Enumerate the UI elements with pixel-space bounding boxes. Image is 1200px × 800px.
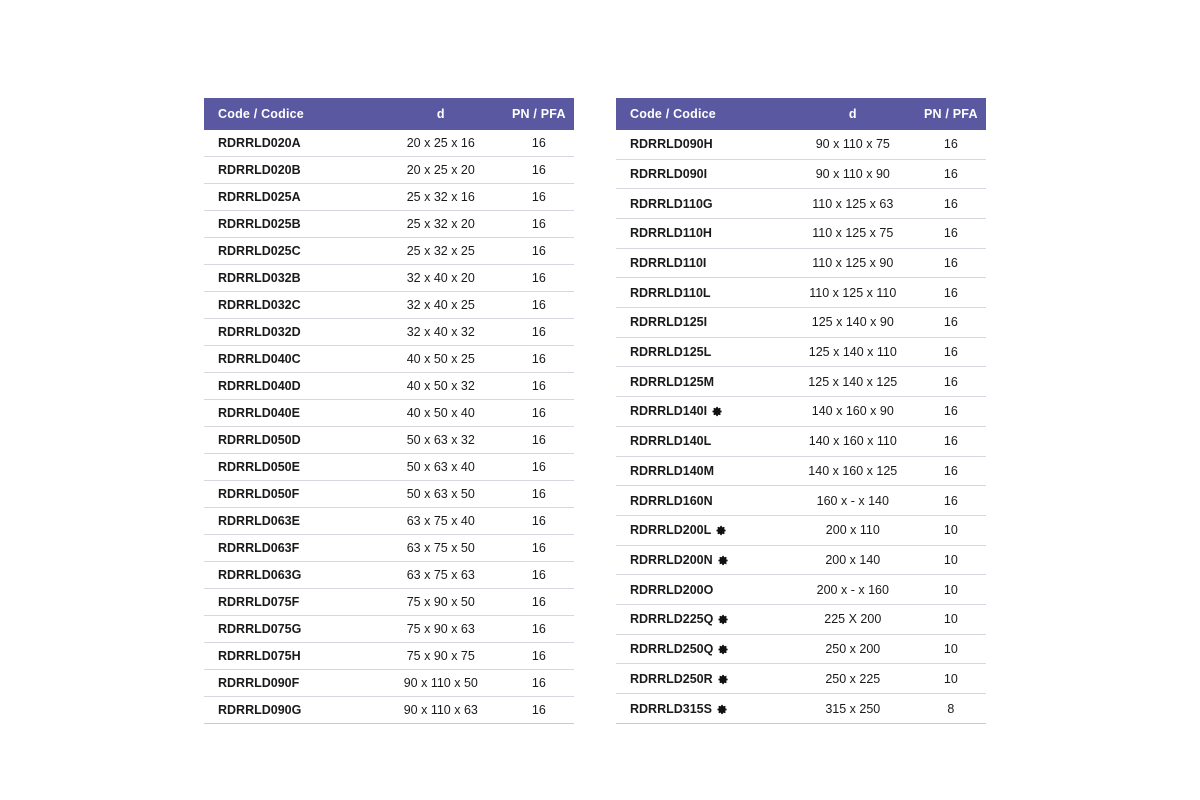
- cell-dimensions: 200 x 140: [790, 545, 916, 575]
- cell-dimensions: 110 x 125 x 110: [790, 278, 916, 308]
- cell-pn: 16: [504, 400, 574, 427]
- header-row: [204, 98, 574, 130]
- table-row: [204, 346, 574, 373]
- cell-dimensions: 75 x 90 x 75: [378, 643, 504, 670]
- cell-code: RDRRLD225Q: [616, 604, 790, 634]
- gear-icon: [718, 555, 729, 566]
- cell-dimensions: 140 x 160 x 125: [790, 456, 916, 486]
- table-row: [616, 308, 986, 338]
- table-row: [616, 426, 986, 456]
- cell-code: RDRRLD032D: [204, 319, 378, 346]
- cell-dimensions: 40 x 50 x 40: [378, 400, 504, 427]
- cell-code: RDRRLD090H: [616, 130, 790, 159]
- table-row: [616, 456, 986, 486]
- cell-code: RDRRLD050D: [204, 427, 378, 454]
- cell-pn: 16: [916, 426, 986, 456]
- cell-code: RDRRLD090I: [616, 159, 790, 189]
- table-row: [616, 486, 986, 516]
- table-row: [616, 604, 986, 634]
- cell-code: RDRRLD250R: [616, 664, 790, 694]
- table-row: [204, 481, 574, 508]
- cell-code: RDRRLD025C: [204, 238, 378, 265]
- cell-dimensions: 110 x 125 x 63: [790, 189, 916, 219]
- cell-dimensions: 140 x 160 x 110: [790, 426, 916, 456]
- table-row: [204, 643, 574, 670]
- table-row: [204, 130, 574, 157]
- cell-dimensions: 25 x 32 x 25: [378, 238, 504, 265]
- gear-icon: [718, 674, 729, 685]
- cell-dimensions: 225 X 200: [790, 604, 916, 634]
- cell-pn: 10: [916, 515, 986, 545]
- gear-icon: [718, 614, 729, 625]
- spec-table-right: [616, 98, 986, 724]
- cell-dimensions: 40 x 50 x 32: [378, 373, 504, 400]
- cell-pn: 16: [916, 278, 986, 308]
- table-row: [204, 427, 574, 454]
- cell-code: RDRRLD020A: [204, 130, 378, 157]
- cell-pn: 16: [916, 456, 986, 486]
- table-row: [616, 159, 986, 189]
- cell-code: RDRRLD090F: [204, 670, 378, 697]
- cell-code: RDRRLD160N: [616, 486, 790, 516]
- cell-dimensions: 20 x 25 x 20: [378, 157, 504, 184]
- cell-pn: 16: [916, 337, 986, 367]
- cell-dimensions: 25 x 32 x 16: [378, 184, 504, 211]
- cell-pn: 16: [916, 219, 986, 249]
- cell-pn: 16: [504, 157, 574, 184]
- table-row: [204, 292, 574, 319]
- cell-pn: 16: [916, 159, 986, 189]
- cell-dimensions: 200 x 110: [790, 515, 916, 545]
- cell-pn: 16: [504, 616, 574, 643]
- cell-code: RDRRLD250Q: [616, 634, 790, 664]
- cell-dimensions: 50 x 63 x 40: [378, 454, 504, 481]
- cell-code: RDRRLD125M: [616, 367, 790, 397]
- table-row: [204, 319, 574, 346]
- cell-dimensions: 160 x - x 140: [790, 486, 916, 516]
- cell-dimensions: 63 x 75 x 63: [378, 562, 504, 589]
- table-row: [204, 211, 574, 238]
- table-row: [204, 400, 574, 427]
- cell-pn: 10: [916, 545, 986, 575]
- cell-dimensions: 90 x 110 x 75: [790, 130, 916, 159]
- cell-dimensions: 63 x 75 x 50: [378, 535, 504, 562]
- table-row: [616, 337, 986, 367]
- table-header-left: [204, 98, 574, 130]
- cell-dimensions: 90 x 110 x 63: [378, 697, 504, 724]
- cell-dimensions: 125 x 140 x 110: [790, 337, 916, 367]
- table-row: [616, 694, 986, 724]
- cell-code: RDRRLD140I: [616, 397, 790, 427]
- cell-code: RDRRLD125I: [616, 308, 790, 338]
- cell-pn: 16: [504, 319, 574, 346]
- table-row: [616, 248, 986, 278]
- cell-dimensions: 90 x 110 x 50: [378, 670, 504, 697]
- cell-code: RDRRLD050E: [204, 454, 378, 481]
- column-header-pn: PN / PFA: [916, 98, 986, 130]
- cell-pn: 16: [504, 238, 574, 265]
- cell-dimensions: 315 x 250: [790, 694, 916, 724]
- table-row: [204, 535, 574, 562]
- cell-pn: 16: [916, 397, 986, 427]
- gear-icon: [717, 704, 728, 715]
- cell-pn: 16: [504, 670, 574, 697]
- cell-pn: 16: [504, 265, 574, 292]
- cell-pn: 16: [504, 427, 574, 454]
- table-row: [204, 238, 574, 265]
- cell-pn: 16: [916, 367, 986, 397]
- cell-pn: 16: [504, 373, 574, 400]
- cell-dimensions: 75 x 90 x 63: [378, 616, 504, 643]
- spec-table-left: [204, 98, 574, 724]
- cell-code: RDRRLD075G: [204, 616, 378, 643]
- table-row: [616, 575, 986, 605]
- table-row: [616, 219, 986, 249]
- cell-pn: 10: [916, 664, 986, 694]
- cell-pn: 16: [504, 508, 574, 535]
- cell-pn: 16: [504, 562, 574, 589]
- table-row: [204, 616, 574, 643]
- cell-dimensions: 200 x - x 160: [790, 575, 916, 605]
- cell-pn: 16: [504, 589, 574, 616]
- cell-dimensions: 32 x 40 x 25: [378, 292, 504, 319]
- cell-code: RDRRLD025B: [204, 211, 378, 238]
- cell-code: RDRRLD075F: [204, 589, 378, 616]
- cell-code: RDRRLD020B: [204, 157, 378, 184]
- cell-code: RDRRLD200L: [616, 515, 790, 545]
- table-body-left: [204, 130, 574, 724]
- cell-pn: 10: [916, 634, 986, 664]
- cell-pn: 16: [916, 189, 986, 219]
- table-row: [204, 670, 574, 697]
- table-row: [204, 373, 574, 400]
- cell-code: RDRRLD140L: [616, 426, 790, 456]
- cell-pn: 16: [504, 184, 574, 211]
- table-row: [616, 545, 986, 575]
- column-header-code: Code / Codice: [616, 98, 790, 130]
- cell-dimensions: 32 x 40 x 32: [378, 319, 504, 346]
- cell-code: RDRRLD200O: [616, 575, 790, 605]
- cell-dimensions: 20 x 25 x 16: [378, 130, 504, 157]
- gear-icon: [718, 644, 729, 655]
- table-row: [204, 562, 574, 589]
- spec-tables-container: [0, 98, 1200, 724]
- cell-dimensions: 125 x 140 x 125: [790, 367, 916, 397]
- cell-code: RDRRLD110L: [616, 278, 790, 308]
- cell-code: RDRRLD075H: [204, 643, 378, 670]
- cell-code: RDRRLD315S: [616, 694, 790, 724]
- cell-code: RDRRLD050F: [204, 481, 378, 508]
- cell-dimensions: 90 x 110 x 90: [790, 159, 916, 189]
- table-row: [204, 697, 574, 724]
- header-row: [616, 98, 986, 130]
- cell-code: RDRRLD063G: [204, 562, 378, 589]
- cell-code: RDRRLD110G: [616, 189, 790, 219]
- table-row: [204, 454, 574, 481]
- table-row: [616, 367, 986, 397]
- cell-code: RDRRLD025A: [204, 184, 378, 211]
- cell-pn: 16: [504, 211, 574, 238]
- cell-dimensions: 110 x 125 x 90: [790, 248, 916, 278]
- cell-code: RDRRLD110I: [616, 248, 790, 278]
- table-row: [616, 278, 986, 308]
- cell-code: RDRRLD110H: [616, 219, 790, 249]
- cell-pn: 16: [504, 481, 574, 508]
- table-row: [616, 189, 986, 219]
- cell-pn: 16: [916, 248, 986, 278]
- cell-code: RDRRLD125L: [616, 337, 790, 367]
- cell-pn: 16: [916, 308, 986, 338]
- cell-dimensions: 110 x 125 x 75: [790, 219, 916, 249]
- cell-code: RDRRLD040D: [204, 373, 378, 400]
- cell-code: RDRRLD040C: [204, 346, 378, 373]
- cell-dimensions: 25 x 32 x 20: [378, 211, 504, 238]
- table-row: [616, 515, 986, 545]
- table-row: [204, 589, 574, 616]
- table-row: [616, 664, 986, 694]
- table-row: [616, 397, 986, 427]
- cell-pn: 10: [916, 575, 986, 605]
- cell-code: RDRRLD140M: [616, 456, 790, 486]
- cell-dimensions: 250 x 200: [790, 634, 916, 664]
- table-row: [616, 634, 986, 664]
- cell-pn: 16: [504, 643, 574, 670]
- column-header-d: d: [790, 98, 916, 130]
- cell-pn: 16: [504, 130, 574, 157]
- cell-pn: 16: [504, 535, 574, 562]
- gear-icon: [716, 525, 727, 536]
- table-row: [204, 184, 574, 211]
- table-row: [204, 157, 574, 184]
- cell-code: RDRRLD032B: [204, 265, 378, 292]
- cell-pn: 16: [504, 454, 574, 481]
- gear-icon: [712, 406, 723, 417]
- table-header-right: [616, 98, 986, 130]
- table-row: [204, 265, 574, 292]
- cell-code: RDRRLD090G: [204, 697, 378, 724]
- cell-code: RDRRLD040E: [204, 400, 378, 427]
- cell-dimensions: 140 x 160 x 90: [790, 397, 916, 427]
- cell-code: RDRRLD032C: [204, 292, 378, 319]
- column-header-code: Code / Codice: [204, 98, 378, 130]
- cell-pn: 16: [504, 346, 574, 373]
- cell-dimensions: 250 x 225: [790, 664, 916, 694]
- cell-pn: 8: [916, 694, 986, 724]
- cell-code: RDRRLD063E: [204, 508, 378, 535]
- cell-dimensions: 50 x 63 x 32: [378, 427, 504, 454]
- cell-pn: 16: [916, 486, 986, 516]
- table-row: [204, 508, 574, 535]
- cell-dimensions: 125 x 140 x 90: [790, 308, 916, 338]
- cell-code: RDRRLD063F: [204, 535, 378, 562]
- cell-code: RDRRLD200N: [616, 545, 790, 575]
- cell-pn: 16: [504, 697, 574, 724]
- cell-pn: 16: [916, 130, 986, 159]
- cell-dimensions: 32 x 40 x 20: [378, 265, 504, 292]
- cell-pn: 10: [916, 604, 986, 634]
- column-header-pn: PN / PFA: [504, 98, 574, 130]
- cell-dimensions: 40 x 50 x 25: [378, 346, 504, 373]
- cell-dimensions: 75 x 90 x 50: [378, 589, 504, 616]
- table-row: [616, 130, 986, 159]
- cell-dimensions: 63 x 75 x 40: [378, 508, 504, 535]
- cell-pn: 16: [504, 292, 574, 319]
- cell-dimensions: 50 x 63 x 50: [378, 481, 504, 508]
- column-header-d: d: [378, 98, 504, 130]
- table-body-right: [616, 130, 986, 724]
